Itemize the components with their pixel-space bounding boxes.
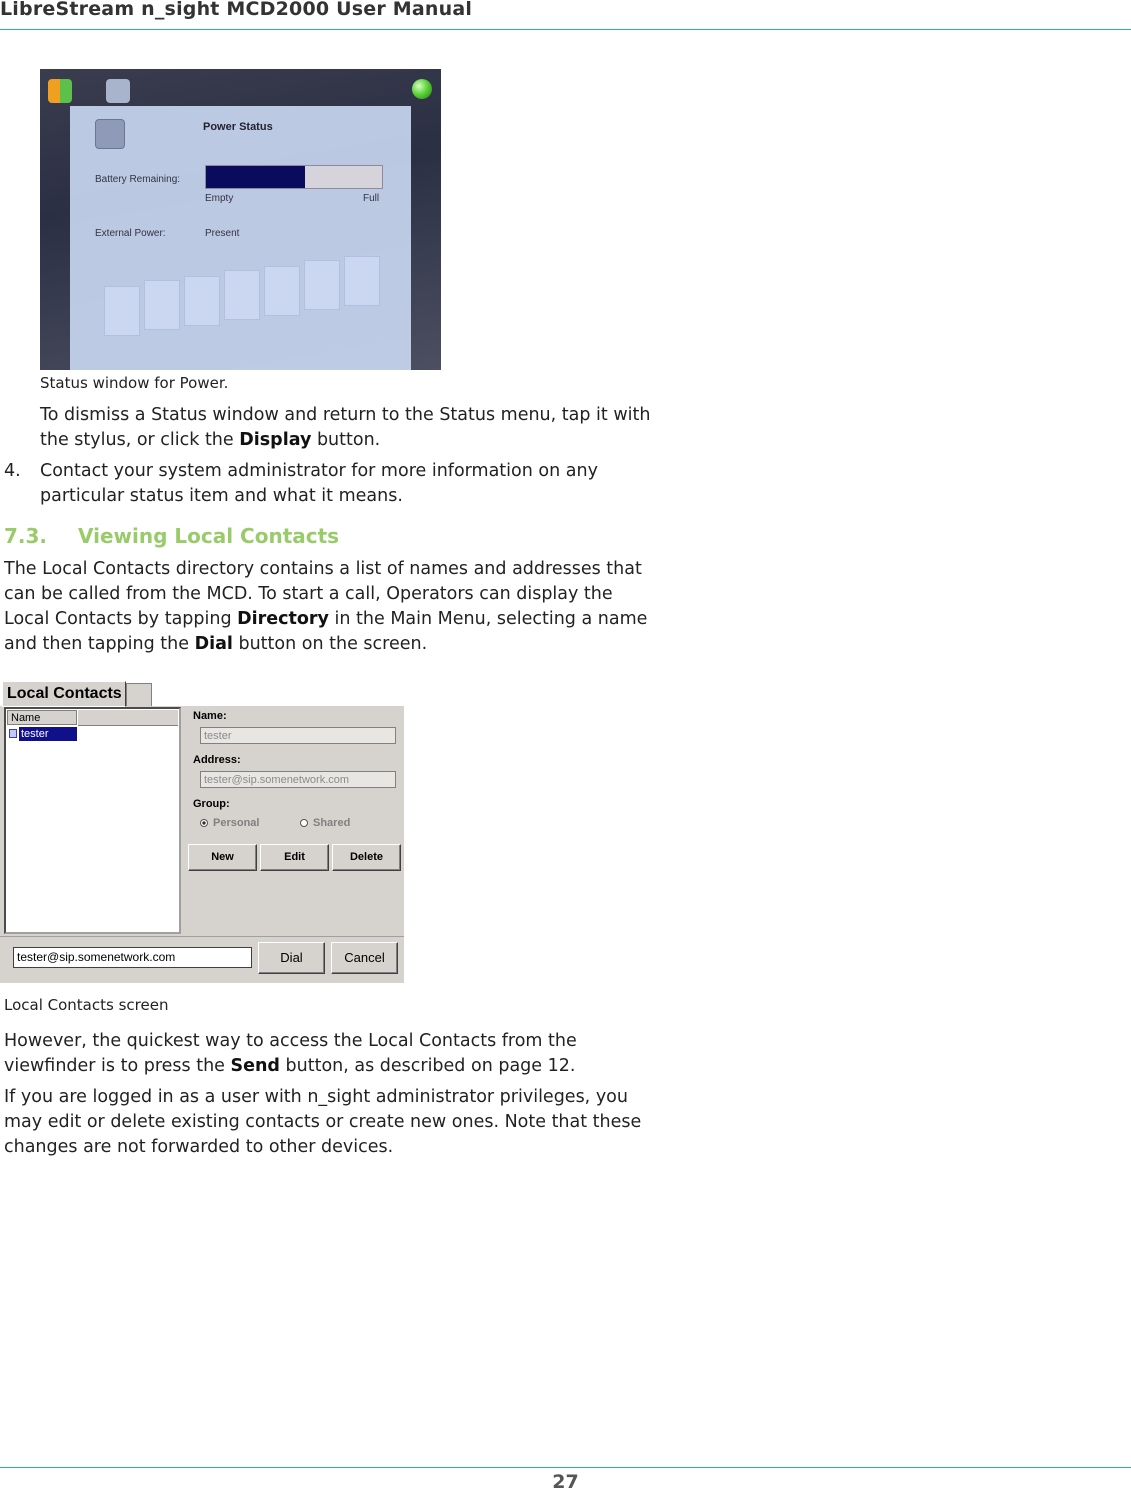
radio-shared-label: Shared <box>313 817 351 829</box>
send-paragraph <box>4 1029 577 1079</box>
list-item-number: 4. <box>4 461 21 481</box>
radio-personal[interactable] <box>200 817 259 829</box>
empty-label: Empty <box>205 193 234 204</box>
tab-strip <box>0 680 404 706</box>
battery-progress-bar <box>205 165 383 189</box>
text-line: To dismiss a Status window and return to the Status menu, tap it with <box>40 405 651 425</box>
tab-local-contacts[interactable]: Local Contacts <box>2 681 126 707</box>
text-line: However, the quickest way to access the Local Contacts from the <box>4 1031 577 1051</box>
text-line: and then tapping the Dial button on the screen. <box>4 634 428 654</box>
section-number: 7.3. <box>4 524 48 548</box>
admin-paragraph <box>4 1085 641 1160</box>
directory-ref: Directory <box>237 609 329 629</box>
power-status-title: Power Status <box>203 121 273 133</box>
text-line: viewfinder is to press the Send button, as described on page 12. <box>4 1056 576 1076</box>
power-plug-icon <box>106 79 130 103</box>
text-line: can be called from the MCD. To start a call, Operators can display the <box>4 584 613 604</box>
contact-icon <box>9 729 17 738</box>
section-title: Viewing Local Contacts <box>78 524 340 548</box>
status-indicator-icon <box>412 79 432 99</box>
dial-bar <box>0 936 404 983</box>
text-line: the stylus, or click the Display button. <box>40 430 381 450</box>
figure-caption-contacts: Local Contacts screen <box>4 996 169 1014</box>
text-line: particular status item and what it means. <box>40 486 403 506</box>
text-line: may edit or delete existing contacts or create new ones. Note that these <box>4 1112 642 1132</box>
contact-details-panel <box>183 707 402 934</box>
send-ref: Send <box>230 1056 280 1076</box>
radio-selected-icon <box>200 819 208 827</box>
page-number: 27 <box>552 1471 579 1493</box>
text-line: If you are logged in as a user with n_sight administrator privileges, you <box>4 1087 628 1107</box>
battery-remaining-label: Battery Remaining: <box>95 174 181 185</box>
cancel-button[interactable]: Cancel <box>331 942 398 974</box>
page-footer-rule <box>0 1467 1131 1468</box>
text-line: Local Contacts by tapping Directory in the Main Menu, selecting a name <box>4 609 648 629</box>
radio-shared[interactable] <box>300 817 350 829</box>
external-power-value: Present <box>205 228 240 239</box>
full-label: Full <box>363 193 380 204</box>
external-power-label: External Power: <box>95 228 166 239</box>
tab-blank[interactable] <box>126 683 152 706</box>
section-heading <box>4 524 339 548</box>
dismiss-paragraph <box>40 403 650 453</box>
battery-progress-fill <box>206 166 305 188</box>
intro-paragraph <box>4 557 647 657</box>
text-line: The Local Contacts directory contains a list of names and addresses that <box>4 559 642 579</box>
manual-title: LibreStream n_sight MCD2000 User Manual <box>0 0 473 20</box>
list-item-4 <box>40 459 598 509</box>
radio-unselected-icon <box>300 819 308 827</box>
power-status-panel <box>70 106 411 370</box>
address-field[interactable]: tester@sip.somenetwork.com <box>200 771 396 788</box>
list-item-label: tester <box>19 727 77 741</box>
power-plug-icon <box>95 119 125 149</box>
page-header <box>0 0 1131 30</box>
address-label: Address: <box>193 754 241 766</box>
delete-button[interactable]: Delete <box>332 844 401 871</box>
name-field[interactable]: tester <box>200 727 396 744</box>
dial-address-input[interactable]: tester@sip.somenetwork.com <box>13 947 252 968</box>
new-button[interactable]: New <box>188 844 257 871</box>
display-button-ref: Display <box>239 430 312 450</box>
text-line: Contact your system administrator for more information on any <box>40 461 598 481</box>
power-status-screenshot <box>40 69 441 370</box>
status-menu-icon <box>48 79 72 103</box>
text-line: changes are not forwarded to other devices. <box>4 1137 394 1157</box>
radio-personal-label: Personal <box>213 817 260 829</box>
figure-caption-power: Status window for Power. <box>40 374 229 392</box>
contacts-list[interactable] <box>4 707 181 934</box>
keypad-background <box>104 256 394 346</box>
dial-ref: Dial <box>194 634 233 654</box>
dial-button[interactable]: Dial <box>258 942 325 974</box>
local-contacts-screenshot <box>0 680 404 982</box>
edit-button[interactable]: Edit <box>260 844 329 871</box>
group-label: Group: <box>193 798 230 810</box>
name-label: Name: <box>193 710 227 722</box>
column-header-filler <box>78 710 178 726</box>
column-header-name[interactable]: Name <box>7 710 77 725</box>
